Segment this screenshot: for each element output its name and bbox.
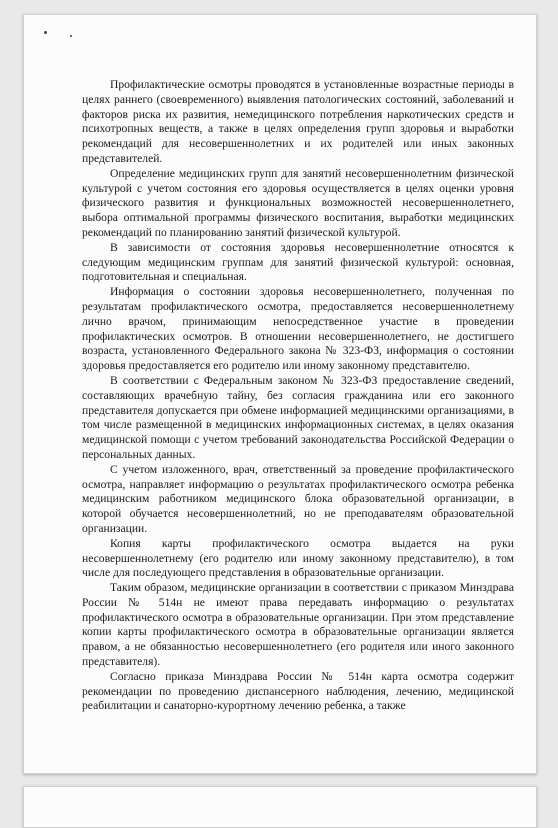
- scan-speck: [44, 31, 47, 34]
- document-page: [23, 14, 537, 774]
- paragraph-3: В зависимости от состояния здоровья несовершеннолетние относятся к следующим медицинским группам для занятий физической культурой: основная, подготовительная и специальная.: [82, 240, 514, 284]
- paragraph-7: Копия карты профилактического осмотра выдается на руки несовершеннолетнему (его родителю или иному законному представителю), в том числе для последующего представления в образовательные организации.: [82, 536, 514, 580]
- document-body: [82, 78, 514, 714]
- paragraph-9: Согласно приказа Минздрава России № 514н карта осмотра содержит рекомендации по проведению диспансерного наблюдения, лечению, медицинской реабилитации и санаторно-курортному лечению ребенка, а также: [82, 669, 514, 713]
- paragraph-2: Определение медицинских групп для занятий несовершеннолетним физической культурой с учетом состояния его здоровья осуществляется в целях оценки уровня физического развития и функциональных возможностей несовершеннолетнего, выбора оптимальной программы физического воспитания, выработки медицинских рекомендаций по планированию занятий физической культурой.: [82, 166, 514, 239]
- paragraph-1: Профилактические осмотры проводятся в установленные возрастные периоды в целях раннего (своевременного) выявления патологических состояний, заболеваний и факторов риска их развития, немедицинского потребления наркотических средств и психотропных веществ, а также в целях определения групп здоровья и выработки рекомендаций для несовершеннолетних и их родителей или иных законных представителей.: [82, 78, 514, 165]
- scan-speck: [70, 35, 72, 37]
- next-page-edge: [23, 786, 537, 828]
- paragraph-4: Информация о состоянии здоровья несовершеннолетнего, полученная по результатам профилактического осмотра, предоставляется несовершеннолетнему лично врачом, принимающим непосредственное участие в проведении профилактических осмотров. В отношении несовершеннолетнего, не достигшего возраста, установленного Федерального закона № 323-ФЗ, информация о состоянии здоровья предоставляется его родителю или иному законному представителю.: [82, 285, 514, 373]
- paragraph-6: С учетом изложенного, врач, ответственный за проведение профилактического осмотра, направляет информацию о результатах профилактического осмотра ребенка медицинским работником медицинского блока образовательной организации, в которой обучается несовершеннолетний, но не преподавателям образовательной организации.: [82, 462, 514, 535]
- paragraph-5: В соответствии с Федеральным законом № 323-ФЗ предоставление сведений, составляющих врачебную тайну, без согласия гражданина или его законного представителя допускается при обмене информацией медицинскими организациями, в том числе размещенной в медицинских информационных системах, в целях оказания медицинской помощи с учетом требований законодательства Российской Федерации о персональных данных.: [82, 373, 514, 461]
- paragraph-8: Таким образом, медицинские организации в соответствии с приказом Минздрава России № 514н не имеют права передавать информацию о результатах профилактического осмотра в образовательные организации. При этом представление копии карты профилактического осмотра в образовательные организации является правом, а не обязанностью несовершеннолетнего (его родителя или иного законного представителя).: [82, 581, 514, 669]
